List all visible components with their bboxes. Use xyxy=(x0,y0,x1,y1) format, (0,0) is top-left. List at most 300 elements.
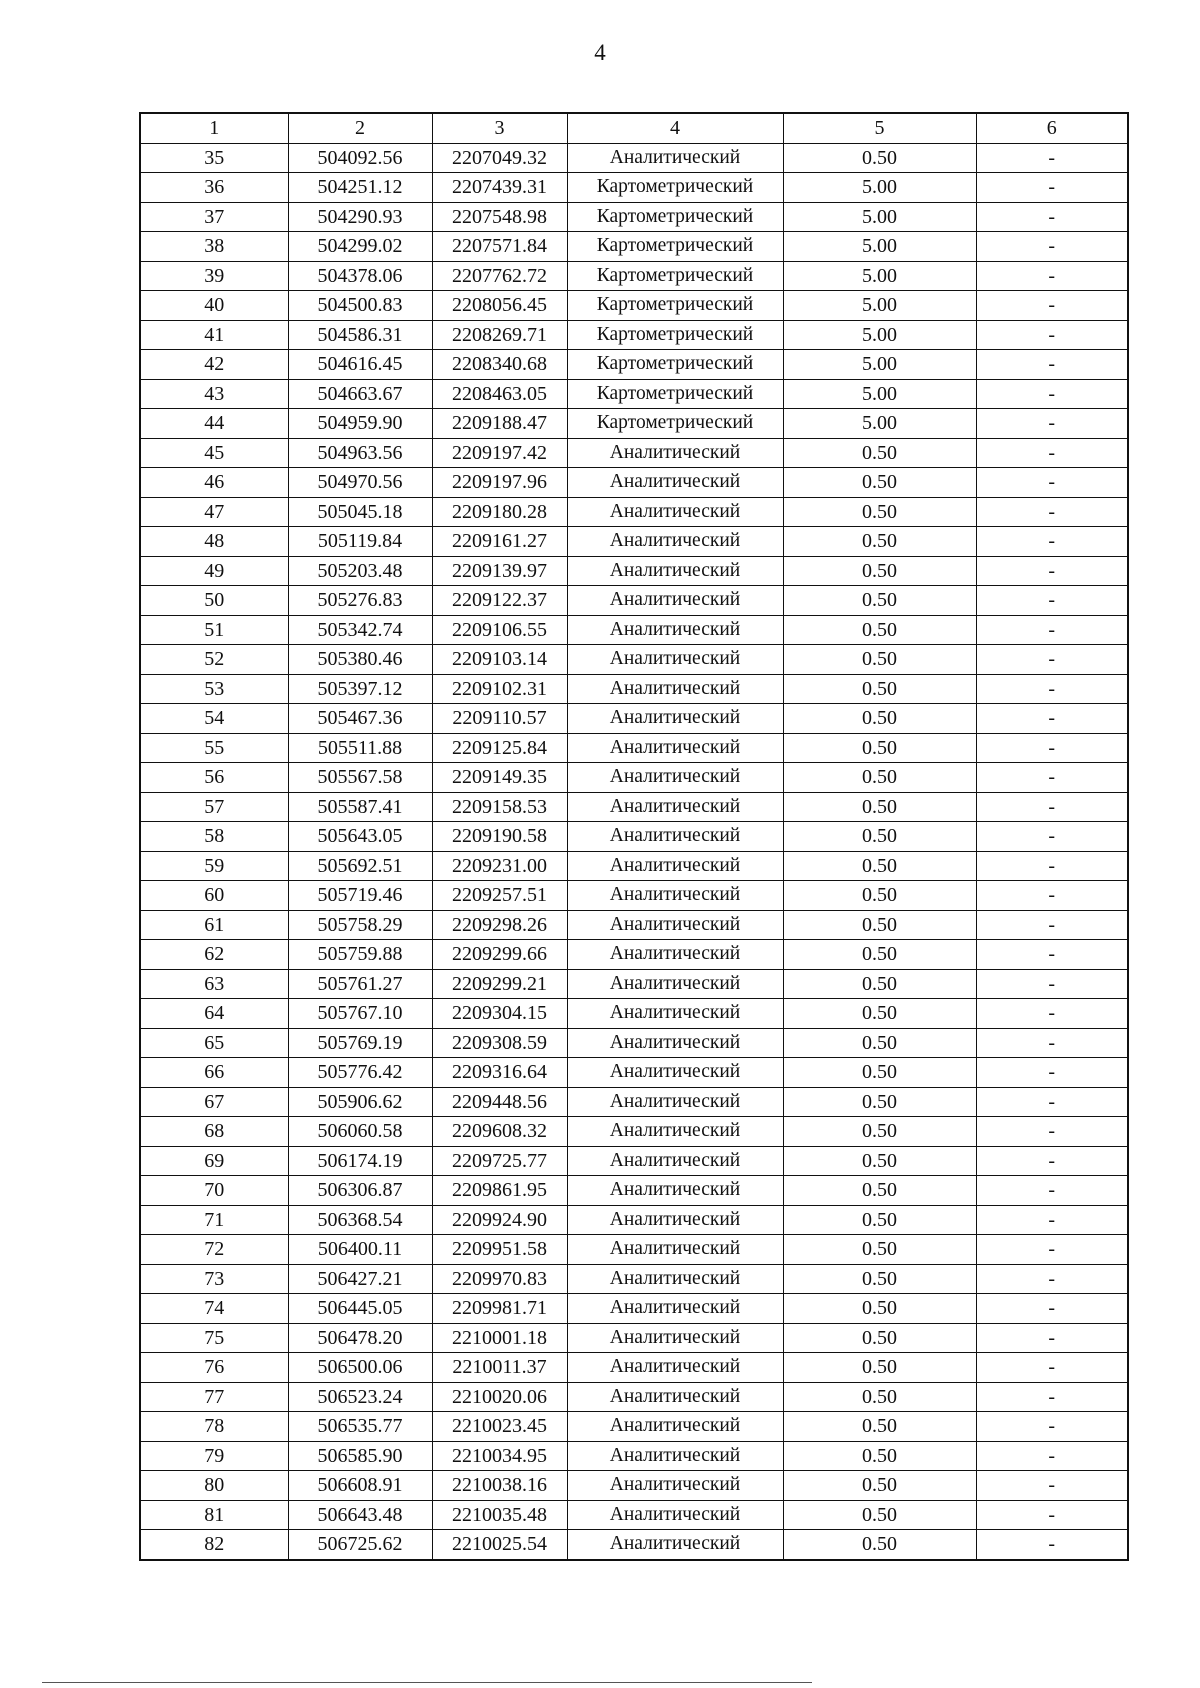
point-number-cell: 39 xyxy=(140,261,288,291)
x-coordinate-cell: 505906.62 xyxy=(288,1087,432,1117)
method-cell: Аналитический xyxy=(567,1058,783,1088)
y-coordinate-cell: 2208340.68 xyxy=(432,350,567,380)
accuracy-cell: 5.00 xyxy=(783,409,976,439)
column-header-5: 5 xyxy=(783,113,976,143)
note-cell: - xyxy=(976,438,1128,468)
y-coordinate-cell: 2209158.53 xyxy=(432,792,567,822)
note-cell: - xyxy=(976,527,1128,557)
y-coordinate-cell: 2209122.37 xyxy=(432,586,567,616)
method-cell: Аналитический xyxy=(567,586,783,616)
table-row xyxy=(140,1028,1128,1058)
y-coordinate-cell: 2209448.56 xyxy=(432,1087,567,1117)
method-cell: Картометрический xyxy=(567,291,783,321)
x-coordinate-cell: 505397.12 xyxy=(288,674,432,704)
y-coordinate-cell: 2209197.96 xyxy=(432,468,567,498)
table-row xyxy=(140,556,1128,586)
note-cell: - xyxy=(976,1353,1128,1383)
method-cell: Аналитический xyxy=(567,1205,783,1235)
header-row xyxy=(140,113,1128,143)
note-cell: - xyxy=(976,1471,1128,1501)
note-cell: - xyxy=(976,645,1128,675)
y-coordinate-cell: 2207762.72 xyxy=(432,261,567,291)
y-coordinate-cell: 2207571.84 xyxy=(432,232,567,262)
note-cell: - xyxy=(976,1087,1128,1117)
method-cell: Аналитический xyxy=(567,1382,783,1412)
note-cell: - xyxy=(976,468,1128,498)
table-row xyxy=(140,202,1128,232)
table-row xyxy=(140,822,1128,852)
x-coordinate-cell: 504092.56 xyxy=(288,143,432,173)
y-coordinate-cell: 2210034.95 xyxy=(432,1441,567,1471)
x-coordinate-cell: 505759.88 xyxy=(288,940,432,970)
accuracy-cell: 0.50 xyxy=(783,1471,976,1501)
table-row xyxy=(140,379,1128,409)
x-coordinate-cell: 505276.83 xyxy=(288,586,432,616)
accuracy-cell: 0.50 xyxy=(783,438,976,468)
point-number-cell: 78 xyxy=(140,1412,288,1442)
method-cell: Картометрический xyxy=(567,409,783,439)
x-coordinate-cell: 506585.90 xyxy=(288,1441,432,1471)
x-coordinate-cell: 506060.58 xyxy=(288,1117,432,1147)
point-number-cell: 70 xyxy=(140,1176,288,1206)
point-number-cell: 42 xyxy=(140,350,288,380)
note-cell: - xyxy=(976,999,1128,1029)
table-row xyxy=(140,350,1128,380)
x-coordinate-cell: 504616.45 xyxy=(288,350,432,380)
accuracy-cell: 0.50 xyxy=(783,1146,976,1176)
point-number-cell: 51 xyxy=(140,615,288,645)
table-header xyxy=(140,113,1128,143)
accuracy-cell: 0.50 xyxy=(783,1028,976,1058)
y-coordinate-cell: 2209304.15 xyxy=(432,999,567,1029)
note-cell: - xyxy=(976,1176,1128,1206)
x-coordinate-cell: 504251.12 xyxy=(288,173,432,203)
table-row xyxy=(140,1294,1128,1324)
accuracy-cell: 5.00 xyxy=(783,291,976,321)
method-cell: Аналитический xyxy=(567,792,783,822)
x-coordinate-cell: 505767.10 xyxy=(288,999,432,1029)
accuracy-cell: 0.50 xyxy=(783,1235,976,1265)
table-row xyxy=(140,409,1128,439)
table-row xyxy=(140,969,1128,999)
x-coordinate-cell: 506427.21 xyxy=(288,1264,432,1294)
footer-rule xyxy=(42,1682,812,1683)
method-cell: Аналитический xyxy=(567,438,783,468)
accuracy-cell: 0.50 xyxy=(783,674,976,704)
x-coordinate-cell: 506523.24 xyxy=(288,1382,432,1412)
x-coordinate-cell: 506535.77 xyxy=(288,1412,432,1442)
accuracy-cell: 0.50 xyxy=(783,1382,976,1412)
table-row xyxy=(140,733,1128,763)
x-coordinate-cell: 505511.88 xyxy=(288,733,432,763)
accuracy-cell: 0.50 xyxy=(783,1058,976,1088)
y-coordinate-cell: 2209970.83 xyxy=(432,1264,567,1294)
point-number-cell: 53 xyxy=(140,674,288,704)
accuracy-cell: 0.50 xyxy=(783,586,976,616)
note-cell: - xyxy=(976,1058,1128,1088)
x-coordinate-cell: 504378.06 xyxy=(288,261,432,291)
x-coordinate-cell: 506368.54 xyxy=(288,1205,432,1235)
column-header-2: 2 xyxy=(288,113,432,143)
method-cell: Аналитический xyxy=(567,822,783,852)
table-row xyxy=(140,1412,1128,1442)
x-coordinate-cell: 505643.05 xyxy=(288,822,432,852)
y-coordinate-cell: 2209197.42 xyxy=(432,438,567,468)
table-row xyxy=(140,940,1128,970)
accuracy-cell: 0.50 xyxy=(783,881,976,911)
y-coordinate-cell: 2210011.37 xyxy=(432,1353,567,1383)
table-row xyxy=(140,232,1128,262)
accuracy-cell: 0.50 xyxy=(783,969,976,999)
method-cell: Аналитический xyxy=(567,1323,783,1353)
table-row xyxy=(140,261,1128,291)
method-cell: Аналитический xyxy=(567,940,783,970)
x-coordinate-cell: 505119.84 xyxy=(288,527,432,557)
method-cell: Аналитический xyxy=(567,468,783,498)
note-cell: - xyxy=(976,1117,1128,1147)
method-cell: Аналитический xyxy=(567,674,783,704)
accuracy-cell: 0.50 xyxy=(783,1264,976,1294)
x-coordinate-cell: 505203.48 xyxy=(288,556,432,586)
y-coordinate-cell: 2208269.71 xyxy=(432,320,567,350)
y-coordinate-cell: 2210025.54 xyxy=(432,1530,567,1560)
method-cell: Аналитический xyxy=(567,645,783,675)
note-cell: - xyxy=(976,733,1128,763)
note-cell: - xyxy=(976,1441,1128,1471)
accuracy-cell: 0.50 xyxy=(783,910,976,940)
y-coordinate-cell: 2210001.18 xyxy=(432,1323,567,1353)
y-coordinate-cell: 2209951.58 xyxy=(432,1235,567,1265)
y-coordinate-cell: 2209231.00 xyxy=(432,851,567,881)
y-coordinate-cell: 2209861.95 xyxy=(432,1176,567,1206)
y-coordinate-cell: 2209924.90 xyxy=(432,1205,567,1235)
point-number-cell: 47 xyxy=(140,497,288,527)
accuracy-cell: 0.50 xyxy=(783,1176,976,1206)
method-cell: Аналитический xyxy=(567,1235,783,1265)
accuracy-cell: 0.50 xyxy=(783,143,976,173)
method-cell: Аналитический xyxy=(567,733,783,763)
point-number-cell: 60 xyxy=(140,881,288,911)
note-cell: - xyxy=(976,851,1128,881)
table-row xyxy=(140,1117,1128,1147)
point-number-cell: 58 xyxy=(140,822,288,852)
x-coordinate-cell: 504500.83 xyxy=(288,291,432,321)
note-cell: - xyxy=(976,586,1128,616)
table-row xyxy=(140,320,1128,350)
accuracy-cell: 5.00 xyxy=(783,350,976,380)
accuracy-cell: 5.00 xyxy=(783,173,976,203)
column-header-1: 1 xyxy=(140,113,288,143)
note-cell: - xyxy=(976,940,1128,970)
point-number-cell: 36 xyxy=(140,173,288,203)
coordinates-table xyxy=(139,112,1129,1561)
y-coordinate-cell: 2207049.32 xyxy=(432,143,567,173)
y-coordinate-cell: 2210035.48 xyxy=(432,1500,567,1530)
method-cell: Аналитический xyxy=(567,881,783,911)
method-cell: Аналитический xyxy=(567,527,783,557)
y-coordinate-cell: 2209298.26 xyxy=(432,910,567,940)
method-cell: Аналитический xyxy=(567,1264,783,1294)
note-cell: - xyxy=(976,320,1128,350)
table-row xyxy=(140,1264,1128,1294)
table-row xyxy=(140,1176,1128,1206)
note-cell: - xyxy=(976,232,1128,262)
y-coordinate-cell: 2209725.77 xyxy=(432,1146,567,1176)
method-cell: Картометрический xyxy=(567,173,783,203)
method-cell: Аналитический xyxy=(567,763,783,793)
note-cell: - xyxy=(976,910,1128,940)
page-number: 4 xyxy=(594,40,606,65)
method-cell: Аналитический xyxy=(567,1087,783,1117)
y-coordinate-cell: 2209981.71 xyxy=(432,1294,567,1324)
method-cell: Аналитический xyxy=(567,497,783,527)
y-coordinate-cell: 2209257.51 xyxy=(432,881,567,911)
x-coordinate-cell: 504290.93 xyxy=(288,202,432,232)
table-row xyxy=(140,999,1128,1029)
point-number-cell: 56 xyxy=(140,763,288,793)
point-number-cell: 45 xyxy=(140,438,288,468)
point-number-cell: 75 xyxy=(140,1323,288,1353)
note-cell: - xyxy=(976,1028,1128,1058)
note-cell: - xyxy=(976,1264,1128,1294)
x-coordinate-cell: 506643.48 xyxy=(288,1500,432,1530)
x-coordinate-cell: 506174.19 xyxy=(288,1146,432,1176)
point-number-cell: 54 xyxy=(140,704,288,734)
point-number-cell: 80 xyxy=(140,1471,288,1501)
accuracy-cell: 0.50 xyxy=(783,822,976,852)
note-cell: - xyxy=(976,350,1128,380)
point-number-cell: 35 xyxy=(140,143,288,173)
accuracy-cell: 0.50 xyxy=(783,497,976,527)
table-row xyxy=(140,586,1128,616)
accuracy-cell: 0.50 xyxy=(783,527,976,557)
method-cell: Аналитический xyxy=(567,704,783,734)
x-coordinate-cell: 505692.51 xyxy=(288,851,432,881)
note-cell: - xyxy=(976,1500,1128,1530)
x-coordinate-cell: 505776.42 xyxy=(288,1058,432,1088)
point-number-cell: 44 xyxy=(140,409,288,439)
table-row xyxy=(140,1058,1128,1088)
method-cell: Аналитический xyxy=(567,1294,783,1324)
point-number-cell: 72 xyxy=(140,1235,288,1265)
accuracy-cell: 5.00 xyxy=(783,261,976,291)
note-cell: - xyxy=(976,792,1128,822)
table-row xyxy=(140,851,1128,881)
table-row xyxy=(140,763,1128,793)
point-number-cell: 63 xyxy=(140,969,288,999)
accuracy-cell: 0.50 xyxy=(783,1294,976,1324)
x-coordinate-cell: 505567.58 xyxy=(288,763,432,793)
x-coordinate-cell: 505342.74 xyxy=(288,615,432,645)
accuracy-cell: 0.50 xyxy=(783,615,976,645)
accuracy-cell: 0.50 xyxy=(783,556,976,586)
method-cell: Аналитический xyxy=(567,143,783,173)
point-number-cell: 62 xyxy=(140,940,288,970)
method-cell: Аналитический xyxy=(567,1117,783,1147)
method-cell: Аналитический xyxy=(567,1530,783,1560)
method-cell: Картометрический xyxy=(567,379,783,409)
method-cell: Аналитический xyxy=(567,1441,783,1471)
note-cell: - xyxy=(976,1235,1128,1265)
method-cell: Аналитический xyxy=(567,1146,783,1176)
table-row xyxy=(140,910,1128,940)
y-coordinate-cell: 2209106.55 xyxy=(432,615,567,645)
x-coordinate-cell: 504970.56 xyxy=(288,468,432,498)
point-number-cell: 50 xyxy=(140,586,288,616)
accuracy-cell: 0.50 xyxy=(783,999,976,1029)
method-cell: Картометрический xyxy=(567,202,783,232)
x-coordinate-cell: 505380.46 xyxy=(288,645,432,675)
x-coordinate-cell: 506478.20 xyxy=(288,1323,432,1353)
point-number-cell: 66 xyxy=(140,1058,288,1088)
accuracy-cell: 0.50 xyxy=(783,1323,976,1353)
note-cell: - xyxy=(976,556,1128,586)
point-number-cell: 59 xyxy=(140,851,288,881)
point-number-cell: 46 xyxy=(140,468,288,498)
point-number-cell: 49 xyxy=(140,556,288,586)
accuracy-cell: 0.50 xyxy=(783,1087,976,1117)
method-cell: Аналитический xyxy=(567,1412,783,1442)
note-cell: - xyxy=(976,261,1128,291)
x-coordinate-cell: 505719.46 xyxy=(288,881,432,911)
table-row xyxy=(140,143,1128,173)
note-cell: - xyxy=(976,881,1128,911)
y-coordinate-cell: 2208056.45 xyxy=(432,291,567,321)
table-row xyxy=(140,674,1128,704)
accuracy-cell: 0.50 xyxy=(783,1117,976,1147)
column-header-4: 4 xyxy=(567,113,783,143)
table-row xyxy=(140,1235,1128,1265)
method-cell: Аналитический xyxy=(567,851,783,881)
table-row xyxy=(140,1087,1128,1117)
note-cell: - xyxy=(976,1294,1128,1324)
point-number-cell: 61 xyxy=(140,910,288,940)
note-cell: - xyxy=(976,822,1128,852)
method-cell: Аналитический xyxy=(567,1500,783,1530)
y-coordinate-cell: 2209139.97 xyxy=(432,556,567,586)
point-number-cell: 38 xyxy=(140,232,288,262)
x-coordinate-cell: 506500.06 xyxy=(288,1353,432,1383)
note-cell: - xyxy=(976,409,1128,439)
y-coordinate-cell: 2209190.58 xyxy=(432,822,567,852)
accuracy-cell: 0.50 xyxy=(783,940,976,970)
table-row xyxy=(140,173,1128,203)
accuracy-cell: 0.50 xyxy=(783,763,976,793)
point-number-cell: 82 xyxy=(140,1530,288,1560)
point-number-cell: 64 xyxy=(140,999,288,1029)
point-number-cell: 40 xyxy=(140,291,288,321)
note-cell: - xyxy=(976,1146,1128,1176)
point-number-cell: 67 xyxy=(140,1087,288,1117)
table-row xyxy=(140,704,1128,734)
note-cell: - xyxy=(976,1412,1128,1442)
method-cell: Картометрический xyxy=(567,350,783,380)
x-coordinate-cell: 505045.18 xyxy=(288,497,432,527)
method-cell: Картометрический xyxy=(567,261,783,291)
note-cell: - xyxy=(976,1382,1128,1412)
table-row xyxy=(140,438,1128,468)
x-coordinate-cell: 504663.67 xyxy=(288,379,432,409)
table-row xyxy=(140,1441,1128,1471)
note-cell: - xyxy=(976,969,1128,999)
note-cell: - xyxy=(976,1205,1128,1235)
y-coordinate-cell: 2210038.16 xyxy=(432,1471,567,1501)
table-row xyxy=(140,1500,1128,1530)
note-cell: - xyxy=(976,497,1128,527)
point-number-cell: 48 xyxy=(140,527,288,557)
note-cell: - xyxy=(976,202,1128,232)
table-row xyxy=(140,881,1128,911)
accuracy-cell: 5.00 xyxy=(783,202,976,232)
note-cell: - xyxy=(976,379,1128,409)
note-cell: - xyxy=(976,1530,1128,1560)
point-number-cell: 65 xyxy=(140,1028,288,1058)
accuracy-cell: 5.00 xyxy=(783,320,976,350)
point-number-cell: 73 xyxy=(140,1264,288,1294)
column-header-3: 3 xyxy=(432,113,567,143)
accuracy-cell: 0.50 xyxy=(783,851,976,881)
point-number-cell: 37 xyxy=(140,202,288,232)
point-number-cell: 55 xyxy=(140,733,288,763)
method-cell: Аналитический xyxy=(567,556,783,586)
table-row xyxy=(140,468,1128,498)
method-cell: Картометрический xyxy=(567,232,783,262)
y-coordinate-cell: 2210020.06 xyxy=(432,1382,567,1412)
y-coordinate-cell: 2210023.45 xyxy=(432,1412,567,1442)
y-coordinate-cell: 2209110.57 xyxy=(432,704,567,734)
accuracy-cell: 0.50 xyxy=(783,1353,976,1383)
table-row xyxy=(140,291,1128,321)
accuracy-cell: 5.00 xyxy=(783,232,976,262)
method-cell: Аналитический xyxy=(567,999,783,1029)
point-number-cell: 69 xyxy=(140,1146,288,1176)
y-coordinate-cell: 2209180.28 xyxy=(432,497,567,527)
method-cell: Аналитический xyxy=(567,969,783,999)
x-coordinate-cell: 506445.05 xyxy=(288,1294,432,1324)
method-cell: Картометрический xyxy=(567,320,783,350)
y-coordinate-cell: 2209161.27 xyxy=(432,527,567,557)
accuracy-cell: 0.50 xyxy=(783,1500,976,1530)
note-cell: - xyxy=(976,291,1128,321)
table-row xyxy=(140,1205,1128,1235)
table-row xyxy=(140,792,1128,822)
table-row xyxy=(140,497,1128,527)
x-coordinate-cell: 505758.29 xyxy=(288,910,432,940)
x-coordinate-cell: 504959.90 xyxy=(288,409,432,439)
note-cell: - xyxy=(976,704,1128,734)
method-cell: Аналитический xyxy=(567,910,783,940)
y-coordinate-cell: 2209188.47 xyxy=(432,409,567,439)
point-number-cell: 52 xyxy=(140,645,288,675)
y-coordinate-cell: 2209103.14 xyxy=(432,645,567,675)
column-header-6: 6 xyxy=(976,113,1128,143)
x-coordinate-cell: 505761.27 xyxy=(288,969,432,999)
table-row xyxy=(140,1530,1128,1560)
accuracy-cell: 0.50 xyxy=(783,1530,976,1560)
note-cell: - xyxy=(976,1323,1128,1353)
point-number-cell: 68 xyxy=(140,1117,288,1147)
note-cell: - xyxy=(976,143,1128,173)
table-row xyxy=(140,645,1128,675)
point-number-cell: 77 xyxy=(140,1382,288,1412)
y-coordinate-cell: 2209299.66 xyxy=(432,940,567,970)
x-coordinate-cell: 505587.41 xyxy=(288,792,432,822)
x-coordinate-cell: 506400.11 xyxy=(288,1235,432,1265)
accuracy-cell: 0.50 xyxy=(783,468,976,498)
x-coordinate-cell: 505467.36 xyxy=(288,704,432,734)
note-cell: - xyxy=(976,763,1128,793)
y-coordinate-cell: 2209125.84 xyxy=(432,733,567,763)
